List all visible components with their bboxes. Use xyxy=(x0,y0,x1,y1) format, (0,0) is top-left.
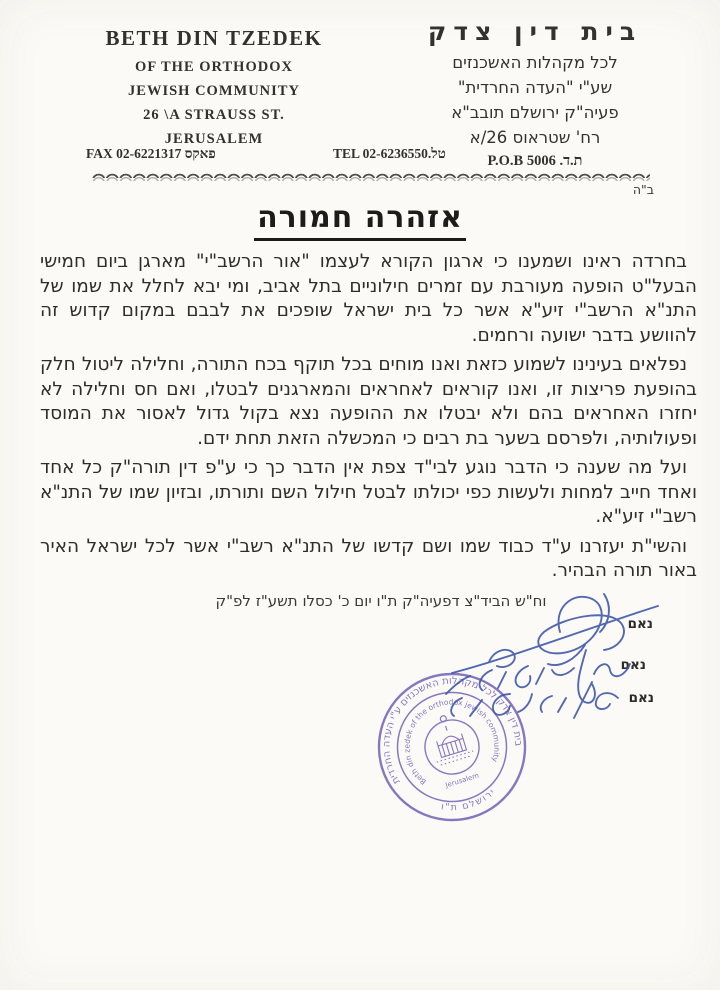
handwritten-signature-2 xyxy=(446,650,630,703)
stamp-center-label: Jerusalem xyxy=(444,771,480,790)
fax-number: FAX 02-6221317 פאקס xyxy=(86,146,216,161)
svg-text:ו"ת םלשורי xyxy=(437,785,500,819)
letterhead-english xyxy=(86,26,342,151)
paragraph-1: בחרדה ראינו ושמענו כי ארגון הקורא לעצמו "אור הרשב"י" מארגן ביום חמישי הבעל"ט הופעה מעורבת עם זמרים חילוניים בתל אביב, ומי יבא לחלל את שמו של התנ"א הרשב"י זיע"א אשר כל בית ישראל שופכים את לבבם במקום קדוש זה להוושע בדבר ישועה ורחמים. xyxy=(40,251,697,346)
handwritten-signature-3 xyxy=(451,682,618,718)
letter-body xyxy=(40,250,697,613)
letterhead-hebrew xyxy=(420,14,650,172)
org-hebrew-line-3: שע"י "העדה החרדית" xyxy=(457,78,613,97)
stamp-medallion-link xyxy=(440,715,447,722)
signature-label-2: נאם xyxy=(620,657,646,673)
tel-number: TEL 02-6236550.טל xyxy=(333,146,446,161)
stamp-english-ring-text: Beth din zedek of the orthodox jewish community xyxy=(402,697,502,787)
date-line: וח"ש הביד"צ דפעיה"ק ת"ו יום כ' כסלו תשע"ז לפ"ק xyxy=(215,591,547,610)
page-title: אזהרה חמורה xyxy=(254,200,466,241)
beth-din-stamp xyxy=(361,656,543,838)
paragraph-4: והשי"ת יעזרנו ע"ד כבוד שמו ושם קדשו של התנ"א רשב"י אשר לכל ישראל האיר באור תורה הבהיר. xyxy=(40,535,697,581)
org-hebrew-line-2: לכל מקהלות האשכנזים xyxy=(452,53,618,72)
org-line-3: JEWISH COMMUNITY xyxy=(128,83,300,99)
org-name-hebrew: בית דין צדק xyxy=(427,17,643,46)
org-hebrew-line-4: פעיה"ק ירושלם תובב"א xyxy=(451,103,619,122)
signature-label-1: נאם xyxy=(627,616,653,632)
paragraph-2: נפלאים בעינינו לשמוע כזאת ואנו מוחים בכל תוקף בכח התורה, וחלילה ליטול חלק בהופעת פריצות זו, ואנו קוראים לאחראים והמארגנים לבטלו, ואם חס וחלילה לא יחזרו האחראים בהם ולא יבטלו את ההופעה נצא בקול גדול לאסור את המוסד ופעולותיה, ולפרסם בשער בת רבים כי המכשלה הזאת תחת ידם. xyxy=(40,354,697,449)
city-line: JERUSALEM xyxy=(164,131,264,147)
street-address: 26 \A STRAUSS ST. xyxy=(143,107,285,123)
paragraph-3: ועל מה שענה כי הדבר נוגע לבי"ד צפת אין הדבר כך כי ע"פ דין תורה"ק כל אחד ואחד חייב למחות ולעשות כפי יכולתו לבטל חילול השם ותורתו, ובזיון שמו של התנ"א רשב"י זיע"א. xyxy=(40,457,697,527)
signature-label-3: נאם xyxy=(628,690,654,706)
jerusalem-building-icon xyxy=(427,720,474,766)
wavy-separator xyxy=(92,169,650,181)
stamp-hebrew-bottom-text: ו"ת םלשורי xyxy=(440,786,499,814)
pob-line: ת.ד. P.O.B 5006 xyxy=(487,153,583,169)
org-line-2: OF THE ORTHODOX xyxy=(135,59,293,75)
stamp-center-circle xyxy=(418,713,485,780)
title-row xyxy=(0,200,720,241)
svg-text:Beth din zedek of the orthodox xyxy=(390,685,508,790)
stamp-middle-circle xyxy=(384,679,520,815)
street-address-hebrew: רח' שטראוס 26/א xyxy=(469,128,601,147)
org-name-english: BETH DIN TZEDEK xyxy=(105,26,323,50)
stamp-hebrew-ring-text: תידרחה הדעה י"ע םיזנכשאה תולהקמ לכל קדצ ןיד תיב xyxy=(381,675,524,786)
svg-text:תידרחה הדעה י"ע םיזנכשאה תולהק xyxy=(364,658,527,787)
bsd-mark: ב"ה xyxy=(632,182,654,197)
stamp-outer-circle xyxy=(361,656,543,838)
